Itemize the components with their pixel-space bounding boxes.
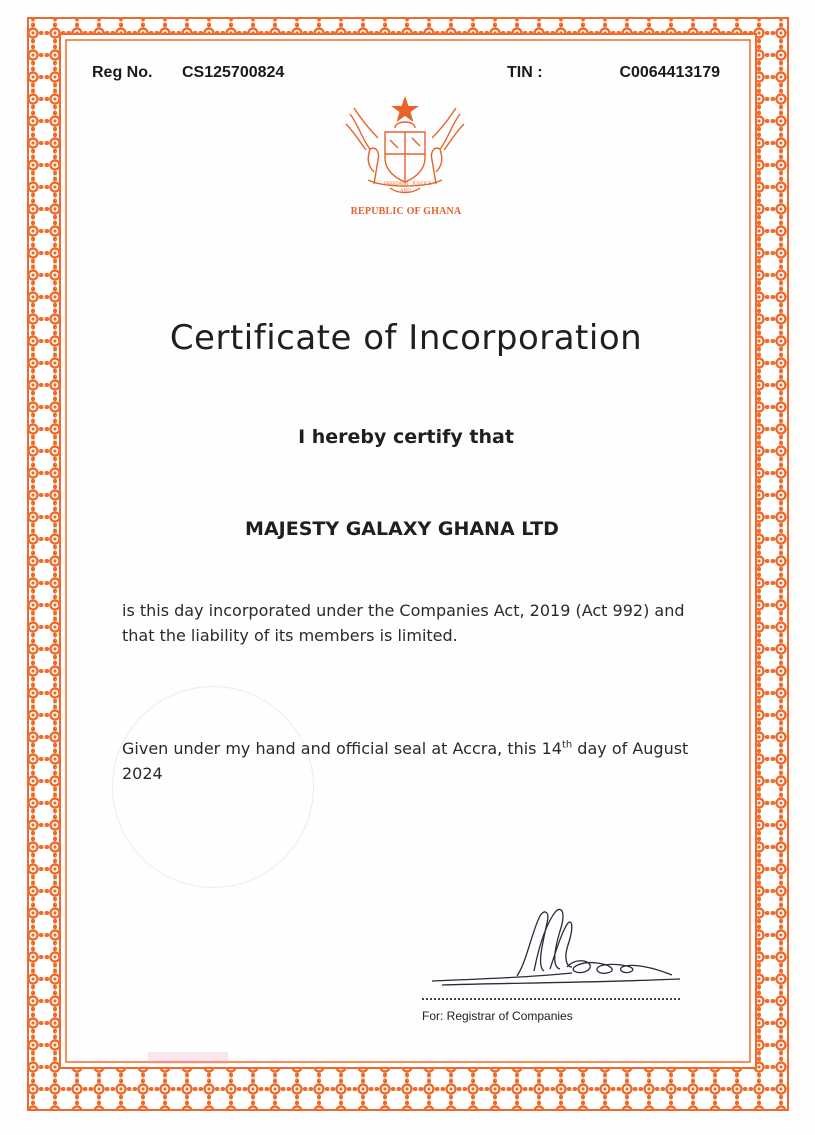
signature-line [422, 998, 680, 1000]
motto-right: JUSTICE [412, 182, 432, 187]
faded-stamp-mark [148, 1052, 228, 1064]
registrar-caption: For: Registrar of Companies [422, 1009, 573, 1023]
certificate-content [72, 46, 740, 1056]
given-text-before: Given under my hand and official seal at Accra, this 14 [122, 739, 562, 758]
day-ordinal-suffix: th [561, 739, 573, 751]
certificate-title: Certificate of Incorporation [169, 318, 643, 358]
registrar-signature-icon [422, 901, 692, 996]
tin-label: TIN : [507, 64, 543, 81]
incorporation-paragraph: is this day incorporated under the Companies Act, 2019 (Act 992) and that the liability of its members is limited. [122, 601, 685, 645]
given-text-after: day of August 2024 [122, 739, 689, 783]
company-name: MAJESTY GALAXY GHANA LTD [245, 518, 559, 540]
reg-number-label: Reg No. [92, 64, 153, 81]
tin-value: C0064413179 [619, 64, 720, 81]
given-under-paragraph [122, 736, 692, 786]
certify-line: I hereby certify that [298, 426, 514, 448]
reg-number-value: CS125700824 [182, 64, 285, 81]
republic-caption: REPUBLIC OF GHANA [350, 206, 462, 217]
motto-left: FREEDOM [384, 182, 408, 187]
ghana-coat-of-arms-icon [340, 94, 470, 199]
header-row [92, 64, 720, 88]
motto-center: AND [400, 189, 411, 194]
embossed-seal [112, 686, 314, 888]
